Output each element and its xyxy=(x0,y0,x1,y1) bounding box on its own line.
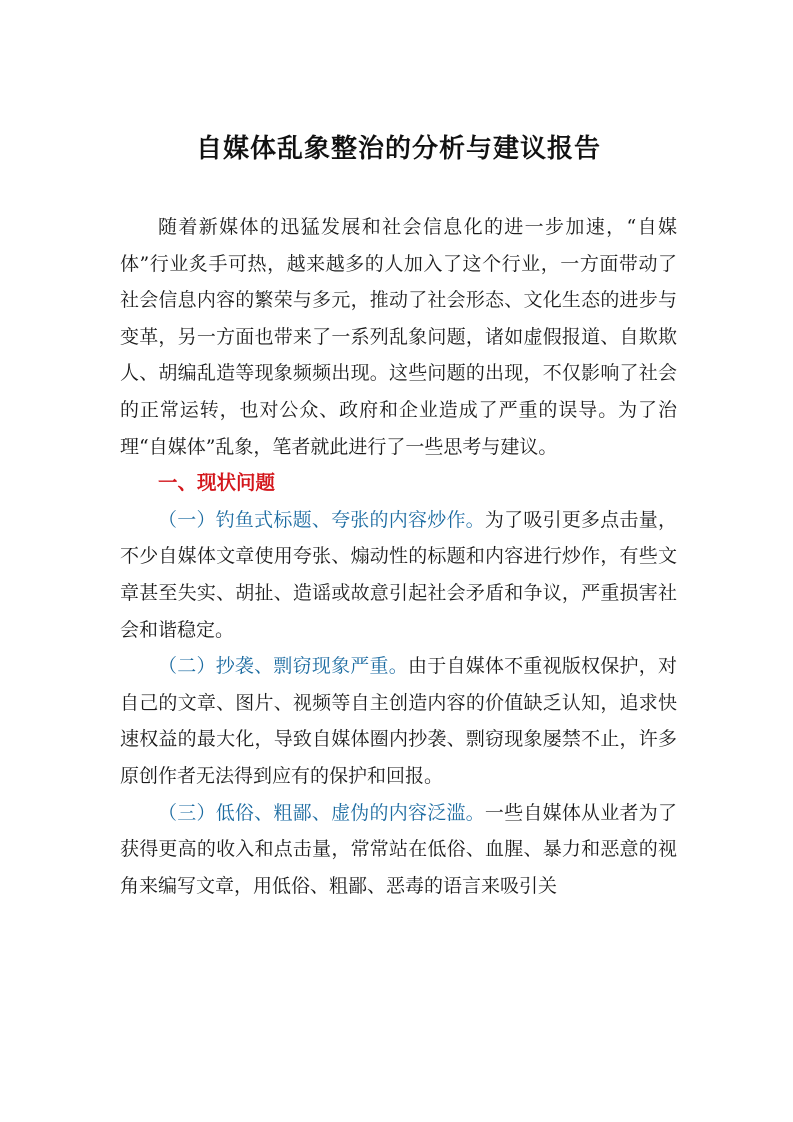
document-body xyxy=(120,122,677,904)
paragraph-clickbait xyxy=(120,502,677,648)
paragraph-text-clickbait: 为了吸引更多点击量，不少自媒体文章使用夸张、煽动性的标题和内容进行炒作，有些文章甚至失实、胡扯、造谣或故意引起社会矛盾和争议，严重损害社会和谐稳定。 xyxy=(120,508,677,641)
paragraph-text-vulgar-content: 一些自媒体从业者为了获得更高的收入和点击量，常常站在低俗、血腥、暴力和恶意的视角来编写文章，用低俗、粗鄙、恶毒的语言来吸引关 xyxy=(120,801,677,897)
section-heading-status: 一、现状问题 xyxy=(158,471,276,495)
document-title: 自媒体乱象整治的分析与建议报告 xyxy=(195,134,601,164)
paragraph-vulgar-content xyxy=(120,795,677,905)
intro-paragraph: 随着新媒体的迅猛发展和社会信息化的进一步加速，“自媒体”行业炙手可热，越来越多的人加入了这个行业，一方面带动了社会信息内容的繁荣与多元，推动了社会形态、文化生态的进步与变革，另一方面也带来了一系列乱象问题，诸如虚假报道、自欺欺人、胡编乱造等现象频频出现。这些问题的出现，不仅影响了社会的正常运转，也对公众、政府和企业造成了严重的误导。为了治理“自媒体”乱象，笔者就此进行了一些思考与建议。 xyxy=(120,216,677,458)
paragraph-text-plagiarism: 由于自媒体不重视版权保护，对自己的文章、图片、视频等自主创造内容的价值缺乏认知，追求快速权益的最大化，导致自媒体圈内抄袭、剽窃现象屡禁不止，许多原创作者无法得到应有的保护和回报。 xyxy=(120,655,677,787)
subheading-clickbait: （一）钓鱼式标题、夸张的内容炒作。 xyxy=(158,508,485,531)
subheading-vulgar-content: （三）低俗、粗鄙、虚伪的内容泛滥。 xyxy=(158,801,485,824)
subheading-plagiarism: （二）抄袭、剽窃现象严重。 xyxy=(158,655,408,678)
paragraph-plagiarism xyxy=(120,648,677,794)
